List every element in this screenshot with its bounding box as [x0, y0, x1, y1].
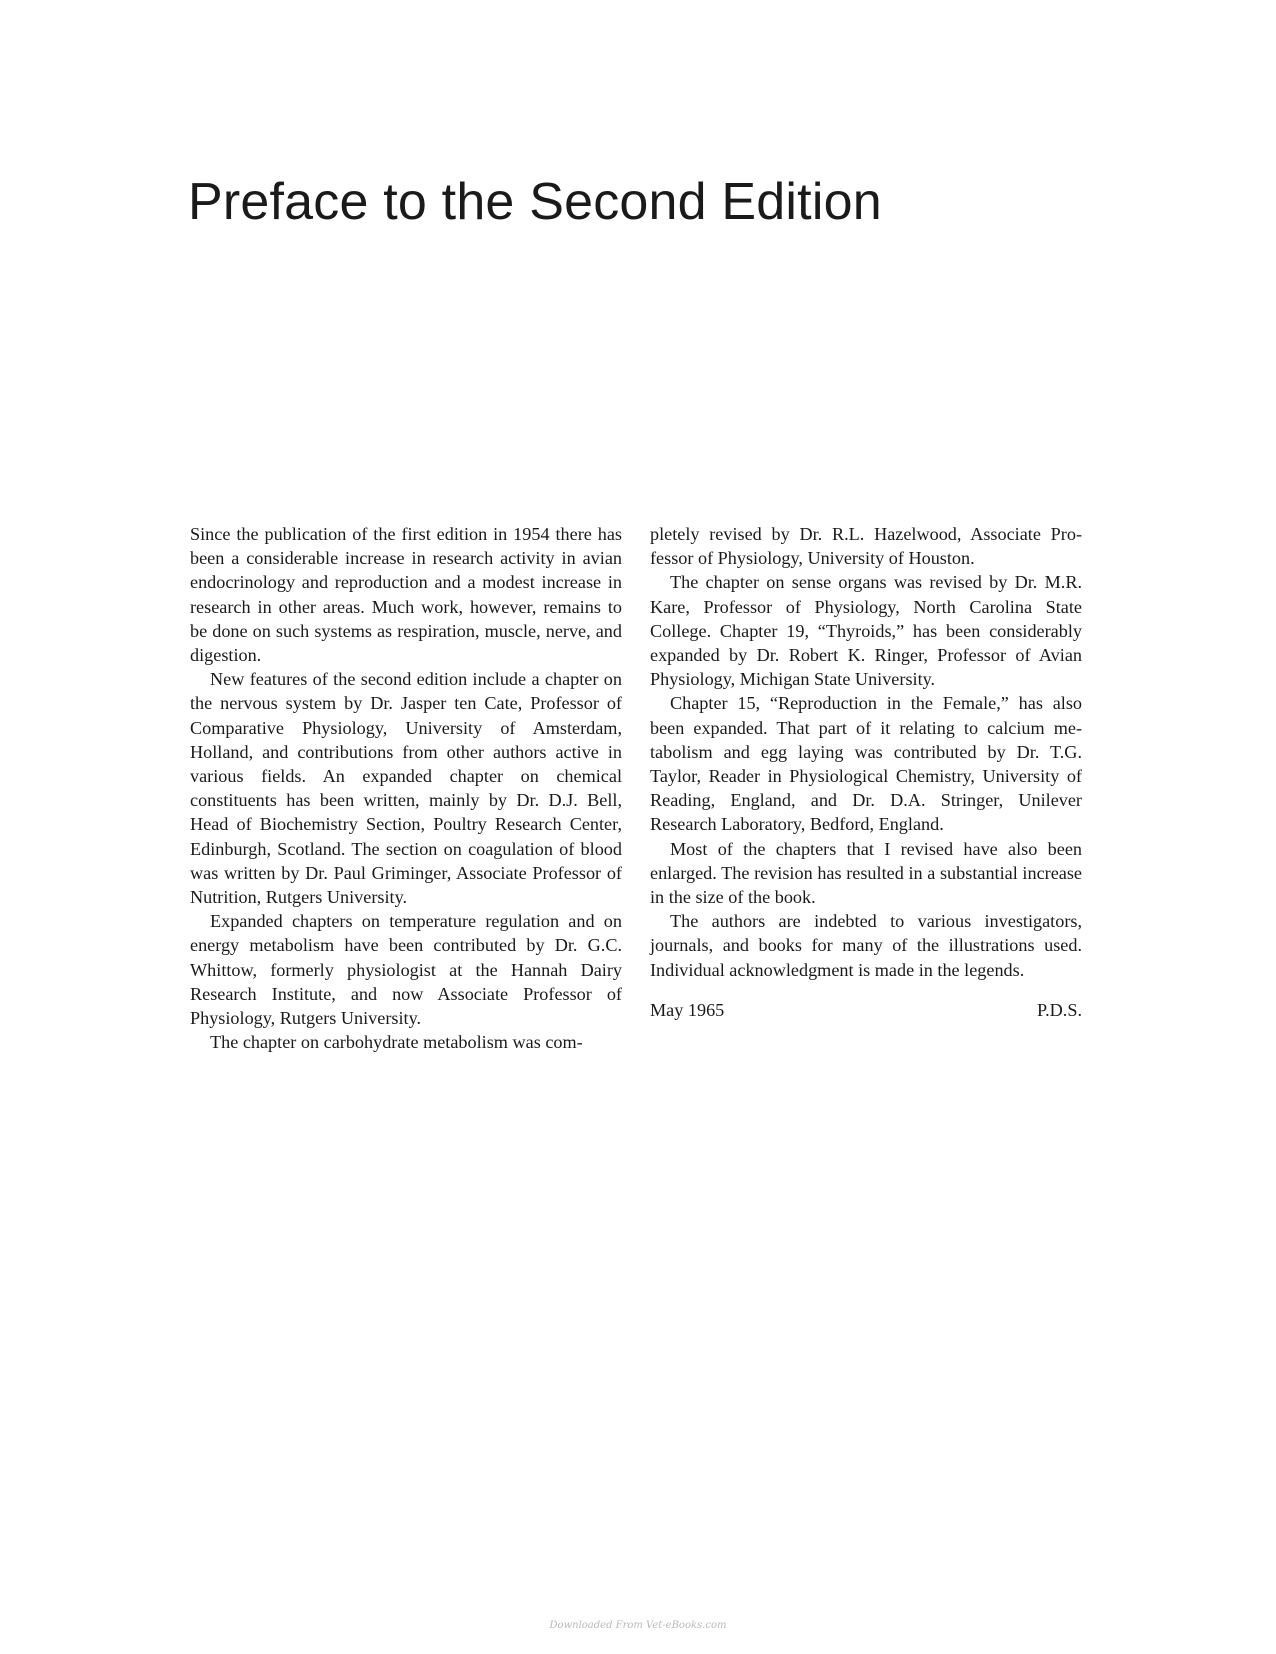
- signature-initials: P.D.S.: [1037, 999, 1082, 1020]
- paragraph: Chapter 15, “Reproduction in the Female,” has also been expanded. That part of it relating to calcium metabolism and egg laying was contributed by Dr. T.G. Taylor, Reader in Physiological Chemistry, University of Reading, England, and Dr. D.A. Stringer, Unilever Research Laboratory, Bedford, England.: [650, 693, 1082, 835]
- paragraph: Since the publication of the first edition in 1954 there has been a considerable increase in research activity in avian endocrinology and reproduction and a modest increase in research in other areas. Much work, however, remains to be done on such systems as respiration, muscle, nerve, and digestion.: [190, 524, 622, 666]
- paragraph: The chapter on sense organs was revised by Dr. M.R. Kare, Professor of Physiology, North Carolina State College. Chapter 19, “Thyroids,” has been considerably expanded by Dr. Robert K. Ringer, Professor of Avian Physiology, Michigan State University.: [650, 572, 1082, 690]
- paragraph: Expanded chapters on temperature regulation and on energy metabolism have been contributed by Dr. G.C. Whittow, formerly physiologist at the Hannah Dairy Research Institute, and now Associate Professor of Physiology, Rutgers University.: [190, 911, 622, 1029]
- download-watermark: Downloaded From Vet-eBooks.com: [549, 1620, 727, 1631]
- left-column: [190, 522, 622, 1054]
- paragraph: Most of the chapters that I revised have also been enlarged. The revision has resulted in a substantial increase in the size of the book.: [650, 838, 1082, 908]
- paragraph: pletely revised by Dr. R.L. Hazelwood, Associate Professor of Physiology, University of Houston.: [650, 524, 1082, 569]
- paragraph: The authors are indebted to various investigators, journals, and books for many of the illustrations used. Individual acknowledgment is made in the legends.: [650, 911, 1082, 980]
- signature-line: [650, 998, 1082, 1022]
- paragraph: New features of the second edition include a chapter on the nervous system by Dr. Jasper ten Cate, Professor of Comparative Physiology, University of Amsterdam, Holland, and contributions from other authors active in various fields. An expanded chapter on chemical constituents has been written, mainly by Dr. D.J. Bell, Head of Biochemistry Section, Poultry Research Center, Edinburgh, Scotland. The section on coagulation of blood was written by Dr. Paul Griminger, Associate Professor of Nutrition, Rutgers University.: [190, 669, 622, 908]
- right-column: [650, 522, 1082, 1022]
- page-title: Preface to the Second Edition: [188, 173, 882, 231]
- signature-date: May 1965: [650, 999, 725, 1020]
- paragraph: The chapter on carbohydrate metabolism was com-: [210, 1032, 583, 1053]
